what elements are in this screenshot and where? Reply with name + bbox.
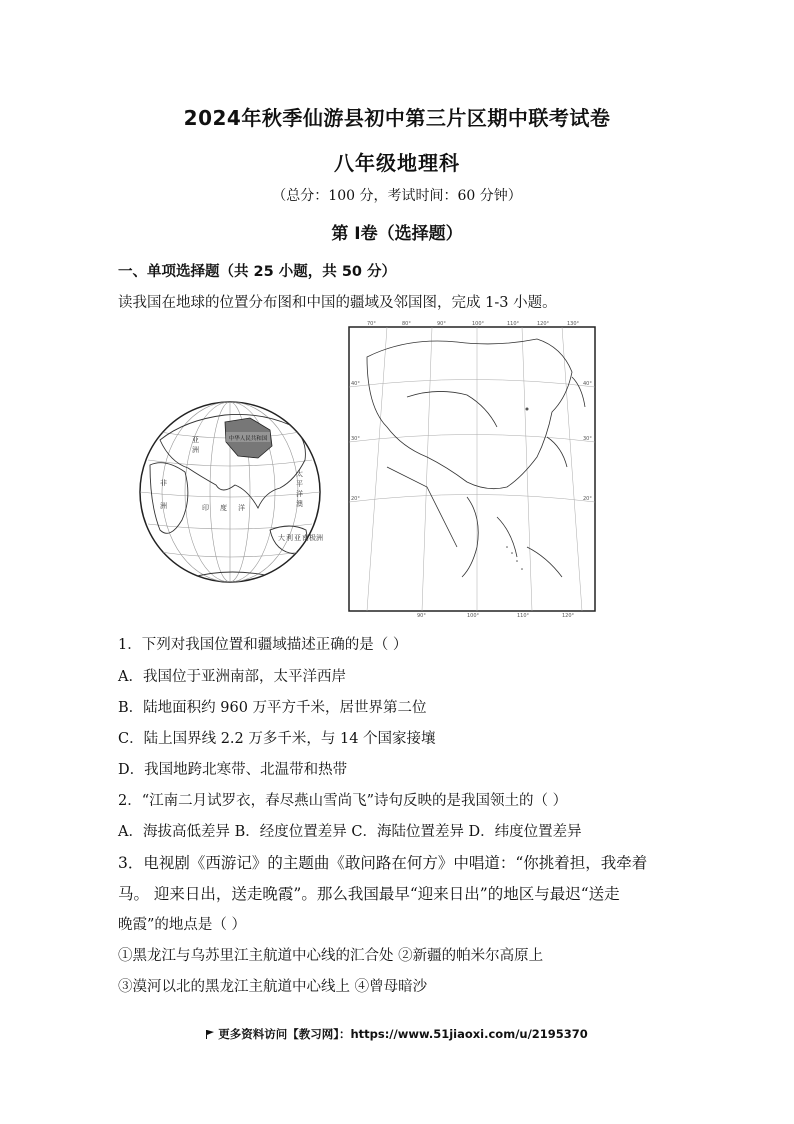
section-heading: 一、单项选择题（共 25 小题，共 50 分） [118, 264, 397, 280]
globe-label: 洲 [192, 446, 199, 454]
question-3-options-2: ③漠河以北的黑龙江主航道中心线上 ④曾母暗沙 [118, 979, 428, 995]
map-tick: 90° [417, 613, 426, 617]
question-1-option-a: A．我国位于亚洲南部，太平洋西岸 [118, 669, 346, 685]
map-tick: 100° [472, 321, 485, 327]
question-1-option-b: B．陆地面积约 960 万平方千米，居世界第二位 [118, 700, 427, 716]
map-tick: 70° [367, 321, 376, 327]
globe-label: 洋 [296, 490, 303, 498]
globe-label: 印 [202, 504, 209, 512]
globe-figure [130, 380, 335, 605]
globe-label: 大 [278, 534, 285, 542]
section-intro: 读我国在地球的位置分布图和中国的疆域及邻国图，完成 1-3 小题。 [118, 295, 557, 311]
globe-label: 澳 [296, 500, 303, 508]
question-3-options-1: ①黑龙江与乌苏里江主航道中心线的汇合处 ②新疆的帕米尔高原上 [118, 948, 544, 964]
globe-label: 平 [296, 480, 303, 488]
map-tick: 120° [562, 613, 575, 617]
volume-heading: 第 I卷（选择题） [331, 224, 463, 244]
map-tick: 80° [402, 321, 411, 327]
globe-label: 亚 [294, 534, 301, 542]
exam-title: 2024年秋季仙游县初中第三片区期中联考试卷 [183, 106, 611, 130]
map-tick: 120° [537, 321, 550, 327]
footer-link[interactable]: 更多资料访问【教习网】：https://www.51jiaoxi.com/u/2195370 [218, 1027, 588, 1041]
exam-subject: 八年级地理科 [334, 151, 460, 175]
globe-label: 亚 [192, 436, 199, 444]
globe-label: 非 [160, 479, 167, 487]
map-tick: 20° [351, 496, 360, 502]
globe-label: 度 [220, 504, 227, 512]
flag-icon [206, 1030, 214, 1039]
map-tick: 40° [351, 381, 360, 387]
globe-label: 洲 [160, 502, 167, 510]
question-2-options: A．海拔高低差异 B．经度位置差异 C．海陆位置差异 D．纬度位置差异 [118, 824, 582, 840]
globe-label: 利 [286, 534, 293, 542]
exam-info: （总分：100 分，考试时间：60 分钟） [272, 188, 522, 204]
map-tick: 100° [467, 613, 480, 617]
question-3-stem-1: 3．电视剧《西游记》的主题曲《敢问路在何方》中唱道：“你挑着担，我牵着 [118, 854, 648, 872]
map-tick: 30° [351, 436, 360, 442]
map-tick: 20° [583, 496, 592, 502]
question-3-stem-2: 马。 迎来日出，送走晚霞”。那么我国最早“迎来日出”的地区与最迟“送走 [118, 885, 620, 903]
question-2-stem: 2．“江南二月试罗衣，春尽燕山雪尚飞”诗句反映的是我国领土的（ ） [118, 793, 568, 809]
map-tick: 110° [517, 613, 530, 617]
footer [0, 1026, 794, 1042]
question-1-option-c: C．陆上国界线 2.2 万多千米，与 14 个国家接壤 [118, 731, 436, 747]
question-1-stem: 1．下列对我国位置和疆域描述正确的是（ ） [118, 637, 408, 653]
globe-label: 洋 [238, 504, 245, 512]
question-3-stem-3: 晚霞”的地点是（ ） [118, 917, 247, 933]
map-tick: 30° [583, 436, 592, 442]
globe-label-china: 中华人民共和国 [228, 436, 268, 442]
globe-label: 南极洲 [302, 534, 323, 542]
map-tick: 40° [583, 381, 592, 387]
question-1-option-d: D．我国地跨北寒带、北温带和热带 [118, 762, 348, 778]
map-tick: 90° [437, 321, 446, 327]
map-tick: 110° [507, 321, 520, 327]
map-tick: 130° [567, 321, 580, 327]
globe-label: 太 [296, 470, 303, 478]
china-neighbors-map [347, 317, 599, 617]
